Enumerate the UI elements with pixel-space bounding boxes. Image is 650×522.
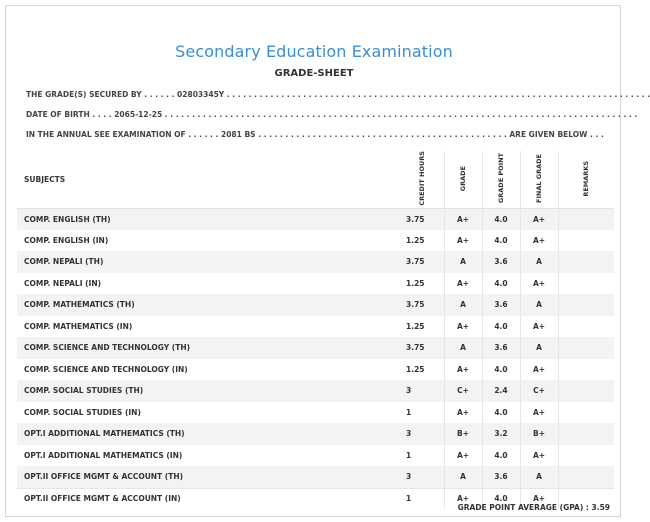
cell-final-grade: A+ (520, 273, 558, 295)
cell-grade-point: 4.0 (482, 402, 520, 424)
cell-grade: A+ (444, 402, 482, 424)
cell-remarks (558, 208, 614, 230)
col-header-subjects: SUBJECTS (17, 151, 402, 208)
cell-credit-hours: 3 (402, 380, 444, 402)
table-row (17, 402, 614, 424)
cell-remarks (558, 402, 614, 424)
cell-remarks (558, 337, 614, 359)
cell-final-grade: A+ (520, 359, 558, 381)
cell-subject: OPT.II OFFICE MGMT & ACCOUNT (TH) (17, 466, 402, 488)
info-grades-secured: THE GRADE(S) SECURED BY . . . . . . 02803345Y . . . . . . . . . . . . . . . . . . . . . . . . . . . . . . . . . . . . . . . . . . . . . . . . . . . . . . . . . . . . . . . . . . . . . . . . . . . . . . (26, 90, 650, 99)
cell-grade-point: 4.0 (482, 208, 520, 230)
cell-subject: COMP. SOCIAL STUDIES (TH) (17, 380, 402, 402)
cell-final-grade: A (520, 466, 558, 488)
cell-final-grade: A+ (520, 488, 558, 510)
cell-grade: B+ (444, 423, 482, 445)
cell-grade-point: 4.0 (482, 488, 520, 510)
col-header-grade-point: GRADE POINT (482, 151, 520, 208)
cell-final-grade: C+ (520, 380, 558, 402)
cell-grade: A+ (444, 359, 482, 381)
table-row (17, 445, 614, 467)
exam-title: Secondary Education Examination (175, 42, 453, 61)
cell-grade-point: 4.0 (482, 316, 520, 338)
cell-grade: A (444, 251, 482, 273)
cell-remarks (558, 423, 614, 445)
cell-subject: COMP. SCIENCE AND TECHNOLOGY (IN) (17, 359, 402, 381)
col-header-remarks: REMARKS (558, 151, 614, 208)
cell-subject: COMP. NEPALI (TH) (17, 251, 402, 273)
cell-grade-point: 3.2 (482, 423, 520, 445)
cell-remarks (558, 251, 614, 273)
cell-grade: A+ (444, 488, 482, 510)
cell-grade: A+ (444, 230, 482, 252)
cell-grade-point: 4.0 (482, 445, 520, 467)
cell-subject: COMP. ENGLISH (IN) (17, 230, 402, 252)
cell-final-grade: A+ (520, 445, 558, 467)
cell-credit-hours: 1 (402, 402, 444, 424)
cell-subject: COMP. MATHEMATICS (IN) (17, 316, 402, 338)
cell-subject: COMP. NEPALI (IN) (17, 273, 402, 295)
cell-credit-hours: 1.25 (402, 359, 444, 381)
col-header-final-grade: FINAL GRADE (520, 151, 558, 208)
cell-final-grade: B+ (520, 423, 558, 445)
cell-grade: C+ (444, 380, 482, 402)
cell-subject: OPT.II OFFICE MGMT & ACCOUNT (IN) (17, 488, 402, 510)
table-header-row (17, 151, 614, 208)
table-row (17, 337, 614, 359)
table-row (17, 466, 614, 488)
cell-subject: COMP. SCIENCE AND TECHNOLOGY (TH) (17, 337, 402, 359)
col-header-grade: GRADE (444, 151, 482, 208)
cell-credit-hours: 3.75 (402, 337, 444, 359)
cell-credit-hours: 1.25 (402, 316, 444, 338)
sheet-subtitle: GRADE-SHEET (274, 68, 354, 79)
info-exam: IN THE ANNUAL SEE EXAMINATION OF . . . . . . 2081 BS . . . . . . . . . . . . . . . . . . . . . . . . . . . . . . . . . . . . . . . . . . . . . . ARE GIVEN BELOW . . . (26, 130, 604, 139)
cell-final-grade: A (520, 337, 558, 359)
cell-subject: OPT.I ADDITIONAL MATHEMATICS (TH) (17, 423, 402, 445)
cell-credit-hours: 3.75 (402, 294, 444, 316)
table-row (17, 251, 614, 273)
cell-grade: A+ (444, 208, 482, 230)
cell-credit-hours: 1 (402, 445, 444, 467)
cell-credit-hours: 1.25 (402, 273, 444, 295)
table-row (17, 294, 614, 316)
footer-divider (17, 488, 614, 489)
cell-credit-hours: 3.75 (402, 251, 444, 273)
cell-grade-point: 4.0 (482, 230, 520, 252)
cell-final-grade: A+ (520, 316, 558, 338)
table-row (17, 380, 614, 402)
cell-remarks (558, 466, 614, 488)
cell-remarks (558, 273, 614, 295)
cell-remarks (558, 380, 614, 402)
table-row (17, 230, 614, 252)
cell-grade: A+ (444, 273, 482, 295)
cell-subject: COMP. SOCIAL STUDIES (IN) (17, 402, 402, 424)
cell-grade-point: 3.6 (482, 294, 520, 316)
cell-final-grade: A (520, 251, 558, 273)
cell-credit-hours: 3.75 (402, 208, 444, 230)
gpa-summary: GRADE POINT AVERAGE (GPA) : 3.59 (457, 503, 610, 512)
cell-subject: COMP. MATHEMATICS (TH) (17, 294, 402, 316)
cell-subject: OPT.I ADDITIONAL MATHEMATICS (IN) (17, 445, 402, 467)
info-date-of-birth: DATE OF BIRTH . . . . 2065-12-25 . . . . . . . . . . . . . . . . . . . . . . . . . . . . . . . . . . . . . . . . . . . . . . . . . . . . . . . . . . . . . . . . . . . . . . . . . . . . . . . . . . . . . . . (26, 110, 638, 119)
cell-grade-point: 2.4 (482, 380, 520, 402)
cell-credit-hours: 1.25 (402, 230, 444, 252)
cell-remarks (558, 359, 614, 381)
cell-credit-hours: 3 (402, 466, 444, 488)
table-row (17, 208, 614, 230)
cell-grade: A (444, 294, 482, 316)
grade-sheet (5, 5, 650, 517)
table-row (17, 316, 614, 338)
cell-final-grade: A+ (520, 230, 558, 252)
cell-remarks (558, 230, 614, 252)
cell-grade-point: 4.0 (482, 359, 520, 381)
grades-table (17, 151, 614, 509)
cell-grade-point: 3.6 (482, 337, 520, 359)
cell-grade-point: 4.0 (482, 273, 520, 295)
cell-remarks (558, 294, 614, 316)
cell-grade-point: 3.6 (482, 251, 520, 273)
col-header-credit-hours: CREDIT HOURS (402, 151, 444, 208)
cell-grade: A+ (444, 316, 482, 338)
cell-credit-hours: 3 (402, 423, 444, 445)
cell-final-grade: A+ (520, 402, 558, 424)
cell-remarks (558, 316, 614, 338)
cell-grade-point: 3.6 (482, 466, 520, 488)
table-row (17, 359, 614, 381)
cell-final-grade: A+ (520, 208, 558, 230)
cell-grade: A (444, 337, 482, 359)
cell-subject: COMP. ENGLISH (TH) (17, 208, 402, 230)
cell-credit-hours: 1 (402, 488, 444, 510)
cell-final-grade: A (520, 294, 558, 316)
table-row (17, 273, 614, 295)
table-row (17, 423, 614, 445)
cell-remarks (558, 445, 614, 467)
cell-grade: A (444, 466, 482, 488)
cell-grade: A+ (444, 445, 482, 467)
